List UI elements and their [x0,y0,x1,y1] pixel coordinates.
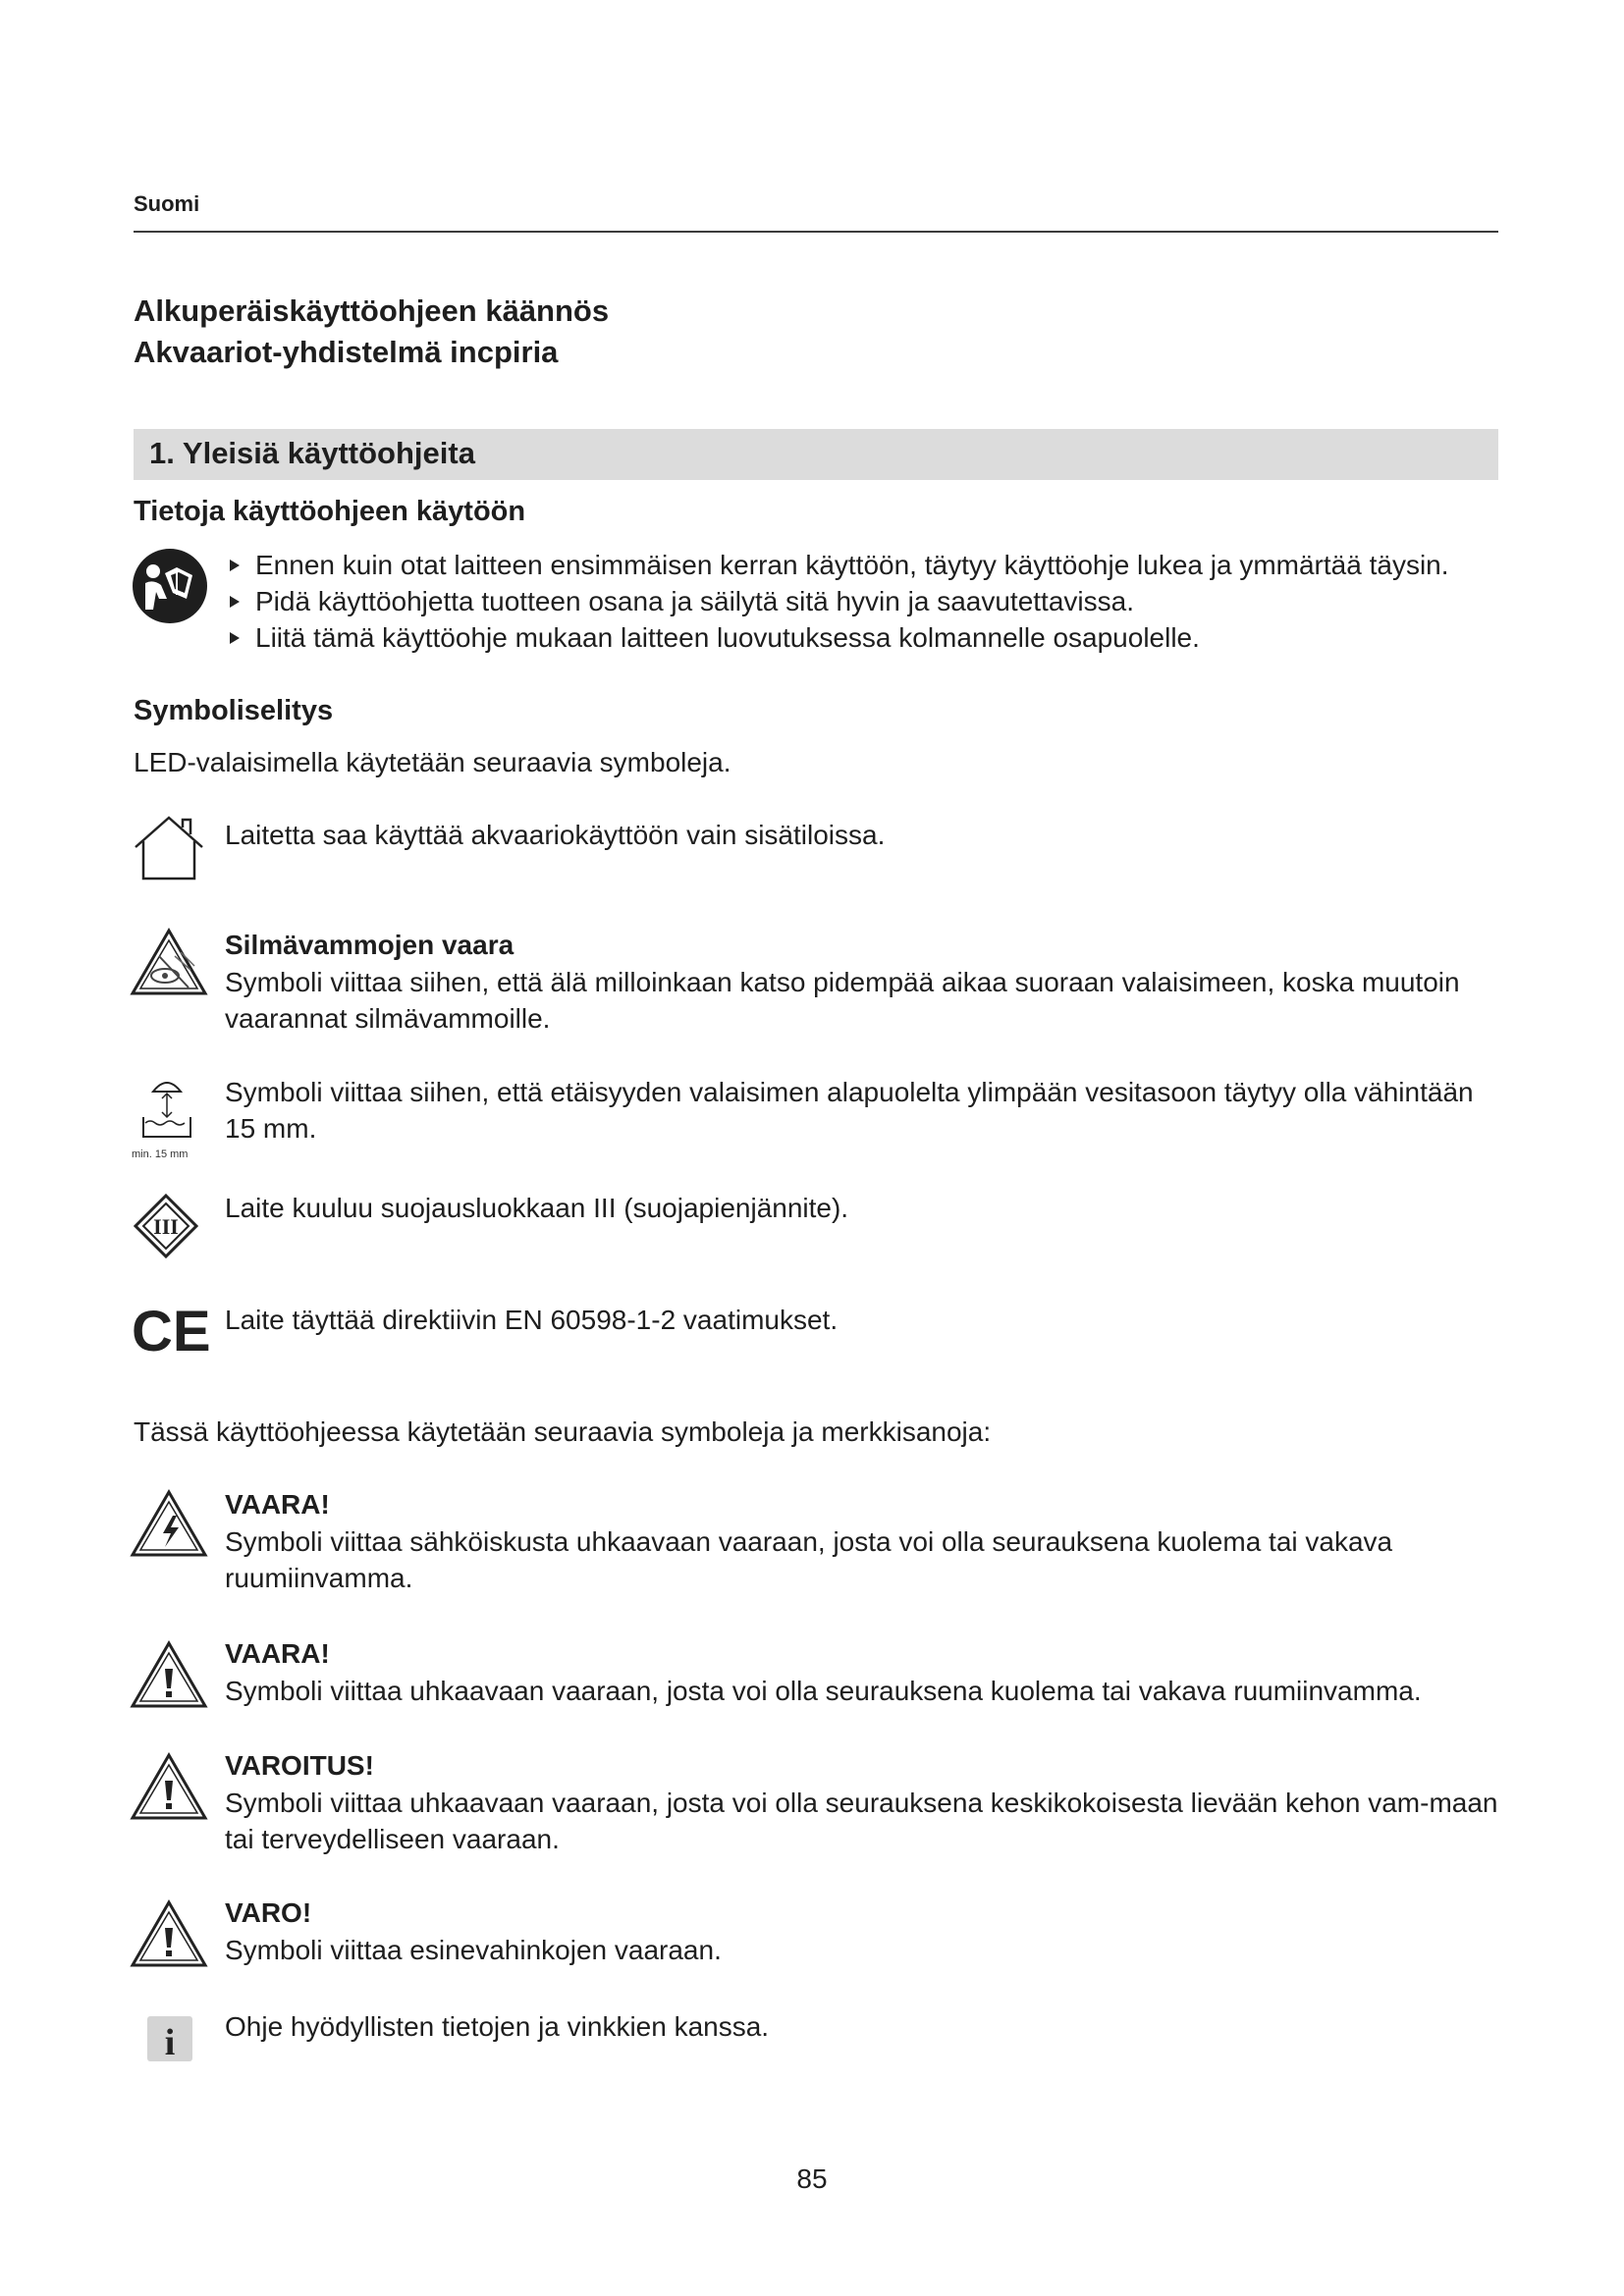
signal-text-danger: Symboli viittaa uhkaavaan vaaraan, josta voi olla seurauksena kuolema tai vakava ruumiinvamma. [225,1676,1422,1706]
symbol-text-min-distance: Symboli viittaa siihen, että etäisyyden valaisimen alapuolelta ylimpään vesitasoon täytyy olla vähintään 15 mm. [225,1077,1474,1144]
list-item: Pidä käyttöohjetta tuotteen osana ja säilytä sitä hyvin ja saavutettavissa. [230,583,1506,619]
electric-hazard-icon [130,1488,208,1559]
signal-text-danger-electric: Symboli viittaa sähköiskusta uhkaavaan vaaraan, josta voi olla seurauksena kuolema tai vakava ruumiinvamma. [225,1526,1393,1593]
signal-words-intro: Tässä käyttöohjeessa käytetään seuraavia symboleja ja merkkisanoja: [134,1416,992,1447]
symbol-text-eye-hazard: Symboli viittaa siihen, että älä milloinkaan katso pidempää aikaa suoraan valaisimeen, koska muutoin vaarannat silmävammoille. [225,967,1460,1034]
symbol-title-eye-hazard: Silmävammojen vaara [225,930,514,960]
eye-hazard-icon [130,927,208,997]
signal-title-danger-electric: VAARA! [225,1489,330,1520]
protection-class-label: III [153,1214,179,1239]
document-title-line-1: Alkuperäiskäyttöohjeen käännös [134,294,610,328]
page-number: 85 [796,2163,828,2194]
list-item: Ennen kuin otat laitteen ensimmäisen kerran käyttöön, täytyy käyttöohje lukea ja ymmärtää täysin. [230,547,1506,583]
warning-triangle-icon [130,1898,208,1969]
signal-text-caution: Symboli viittaa esinevahinkojen vaaraan. [225,1935,722,1965]
min-distance-caption: min. 15 mm [132,1148,189,1160]
usage-info-bullets [230,547,1506,656]
document-title-line-2: Akvaariot-yhdistelmä incpiria [134,335,559,369]
signal-title-danger: VAARA! [225,1638,330,1669]
symbols-intro: LED-valaisimella käytetään seuraavia symboleja. [134,747,731,777]
house-icon [132,812,206,882]
symbol-text-protection-class: Laite kuuluu suojausluokkaan III (suojapienjännite). [225,1193,849,1223]
signal-text-warning: Symboli viittaa uhkaavaan vaaraan, josta voi olla seurauksena keskikokoisesta lievään kehon vam-maan tai terveydelliseen vaaraan. [225,1788,1498,1854]
info-icon-label: i [164,2022,176,2061]
symbols-heading: Symboliselitys [134,695,334,726]
symbol-text-ce: Laite täyttää direktiivin EN 60598-1-2 vaatimukset. [225,1305,839,1335]
signal-title-warning: VAROITUS! [225,1750,374,1781]
usage-info-heading: Tietoja käyttöohjeen käytöön [134,496,526,527]
ce-mark-label: CE [132,1302,210,1359]
symbol-text-indoor: Laitetta saa käyttää akvaariokäyttöön vain sisätiloissa. [225,820,886,850]
section-title: 1. Yleisiä käyttöohjeita [149,436,475,470]
list-item: Liitä tämä käyttöohje mukaan laitteen luovutuksessa kolmannelle osapuolelle. [230,619,1506,656]
ce-mark-icon [132,1302,210,1359]
min-distance-icon [128,1074,206,1168]
signal-text-info: Ohje hyödyllisten tietojen ja vinkkien kanssa. [225,2011,770,2042]
header-language: Suomi [134,191,200,216]
signal-title-caution: VARO! [225,1897,312,1928]
read-manual-icon [132,548,208,624]
document-title [134,291,609,373]
info-icon [147,2016,192,2061]
warning-triangle-icon [130,1639,208,1710]
warning-triangle-icon [130,1751,208,1822]
protection-class-iii-icon [134,1194,198,1258]
header-divider [134,231,1498,233]
